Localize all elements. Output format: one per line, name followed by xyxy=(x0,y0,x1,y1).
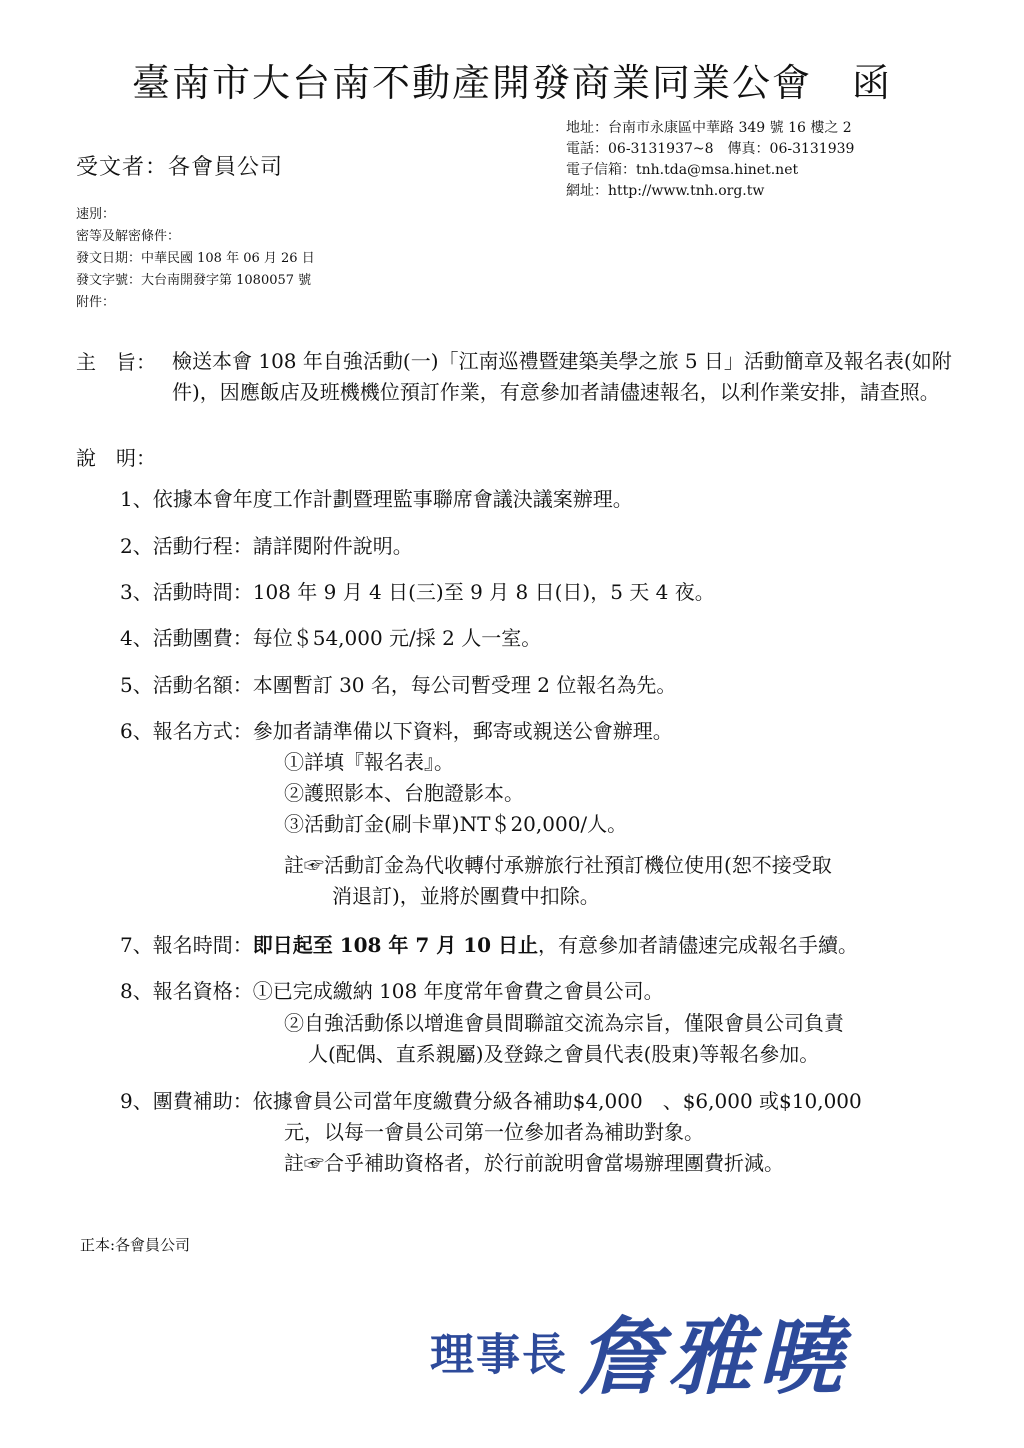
carbon-copy: 正本:各會員公司 xyxy=(80,1236,191,1254)
email: 電子信箱：tnh.tda@msa.hinet.net xyxy=(566,162,799,178)
item6-sub-1: ①詳填『報名表』。 xyxy=(284,750,454,774)
website: 網址：http://www.tnh.org.tw xyxy=(566,183,765,199)
signature-name: 詹雅曉 xyxy=(578,1307,849,1406)
explanation-item-8: 8、報名資格：①已完成繳納 108 年度常年會費之會員公司。 xyxy=(120,979,664,1003)
explanation-label: 說 明： xyxy=(76,446,156,470)
item6-note-line-1: 註☞活動訂金為代收轉付承辦旅行社預訂機位使用(恕不接受取 xyxy=(284,853,832,877)
document-meta xyxy=(76,204,315,314)
item6-sub-2: ②護照影本、台胞證影本。 xyxy=(284,781,524,805)
item6-sub-3: ③活動訂金(刷卡單)NT＄20,000/人。 xyxy=(284,812,628,836)
explanation-item-9: 9、團費補助：依據會員公司當年度繳費分級各補助$4,000 、$6,000 或$10,000 xyxy=(120,1089,862,1113)
secrecy: 密等及解密條件： xyxy=(76,229,181,244)
subject-text: 檢送本會 108 年自強活動(一)「江南巡禮暨建築美學之旅 5 日」活動簡章及報名表(如附件)，因應飯店及班機機位預訂作業，有意參加者請儘速報名，以利作業安排，請查照。 xyxy=(172,349,952,404)
signature-block xyxy=(430,1290,848,1411)
recipient: 受文者：各會員公司 xyxy=(76,155,284,180)
subject-label: 主 旨： xyxy=(76,350,156,374)
document-number: 發文字號：大台南開發字第 1080057 號 xyxy=(76,273,312,288)
signature-role: 理事長 xyxy=(430,1329,568,1381)
explanation-item-6: 6、報名方式：參加者請準備以下資料，郵寄或親送公會辦理。 xyxy=(120,719,673,743)
item8-sub-line-2: 人(配偶、直系親屬)及登錄之會員代表(股東)等報名參加。 xyxy=(308,1042,820,1066)
item6-note-line-2: 消退訂)，並將於團費中扣除。 xyxy=(332,884,600,908)
explanation-item-3: 3、活動時間：108 年 9 月 4 日(三)至 9 月 8 日(日)，5 天 4 夜。 xyxy=(120,580,715,604)
phone-fax: 電話：06-3131937~8 傳真：06-3131939 xyxy=(566,141,855,157)
explanation-item-1: 1、依據本會年度工作計劃暨理監事聯席會議決議案辦理。 xyxy=(120,487,633,511)
item7-prefix: 7、報名時間： xyxy=(120,933,253,957)
speed: 速別： xyxy=(76,207,116,222)
explanation-item-7 xyxy=(120,929,858,958)
explanation-item-2: 2、活動行程：請詳閱附件說明。 xyxy=(120,534,413,558)
contact-info xyxy=(566,118,854,202)
document-title: 臺南市大台南不動產開發商業同業公會 函 xyxy=(131,61,892,105)
item9-sub-line-1: 元，以每一會員公司第一位參加者為補助對象。 xyxy=(284,1120,704,1144)
explanation-item-4: 4、活動團費：每位＄54,000 元/採 2 人一室。 xyxy=(120,626,542,650)
issue-date: 發文日期：中華民國 108 年 06 月 26 日 xyxy=(76,251,315,266)
attachment: 附件： xyxy=(76,295,116,310)
item7-rest: ，有意參加者請儘速完成報名手續。 xyxy=(538,933,859,957)
explanation-item-5: 5、活動名額：本團暫訂 30 名，每公司暫受理 2 位報名為先。 xyxy=(120,673,677,697)
item8-sub-line-1: ②自強活動係以增進會員間聯誼交流為宗旨，僅限會員公司負責 xyxy=(284,1011,844,1035)
item7-deadline: 即日起至 108 年 7 月 10 日止 xyxy=(252,933,539,957)
item9-note: 註☞合乎補助資格者，於行前說明會當場辦理團費折減。 xyxy=(284,1151,784,1175)
address: 地址：台南市永康區中華路 349 號 16 樓之 2 xyxy=(566,120,852,136)
